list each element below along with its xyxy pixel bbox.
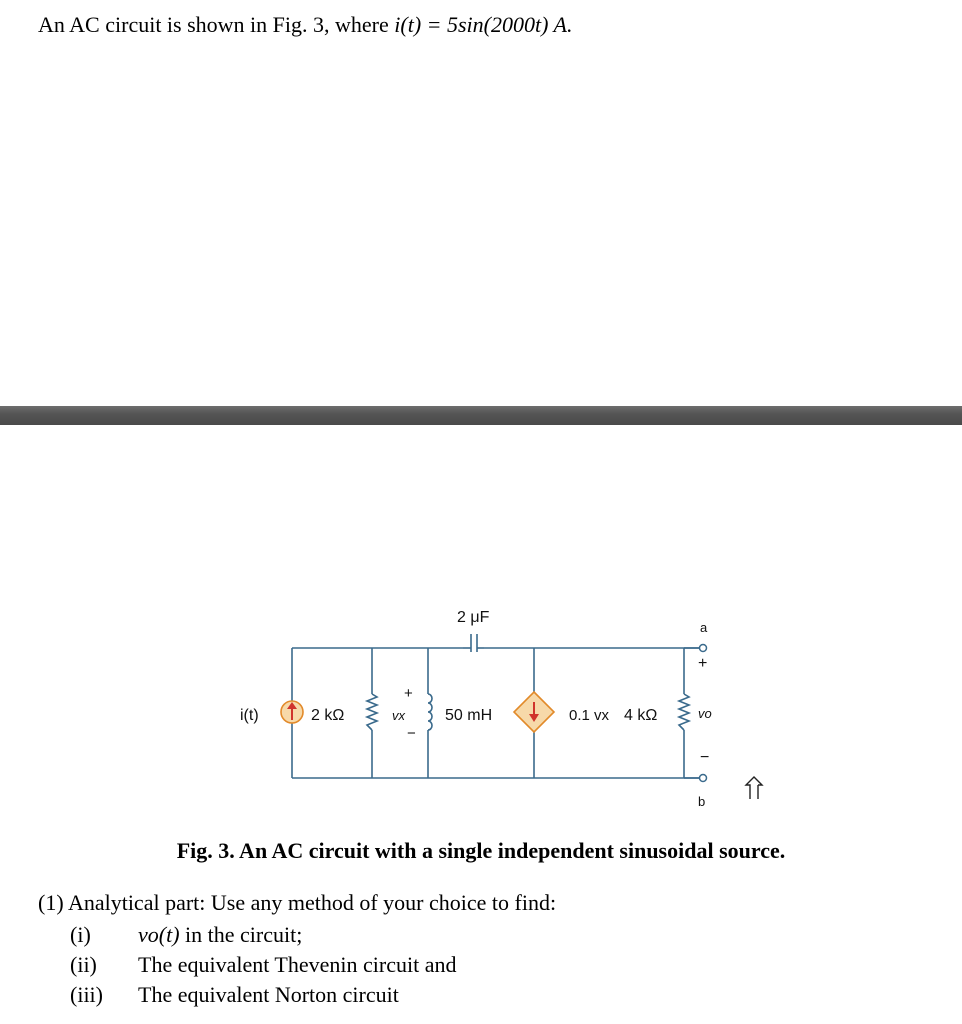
item-text: The equivalent Norton circuit (138, 982, 399, 1007)
vx-plus: + (404, 685, 413, 702)
r2-label: 4 kΩ (624, 707, 658, 724)
dep-source-label: 0.1 vx (569, 707, 610, 724)
item-text-rest: in the circuit; (179, 922, 303, 947)
terminal-a (700, 645, 707, 652)
node-a-label: a (700, 620, 708, 635)
terminal-b (700, 775, 707, 782)
item-text: The equivalent Thevenin circuit and (138, 952, 457, 977)
hand-cursor-icon (744, 775, 770, 803)
r1-label: 2 kΩ (311, 707, 345, 724)
question-heading: (1) Analytical part: Use any method of your choice to find: (38, 890, 557, 915)
question-item (70, 922, 670, 950)
vx-minus: − (407, 725, 416, 742)
item-number: (i) (70, 922, 91, 947)
vo-minus: − (700, 749, 710, 766)
circuit-diagram (0, 590, 962, 820)
resistor-2k-symbol (367, 694, 377, 730)
source-label: i(t) (240, 707, 259, 724)
inductor-symbol (428, 694, 432, 730)
item-number: (ii) (70, 952, 97, 977)
vx-label: vx (392, 708, 405, 723)
dependent-source-symbol (514, 692, 554, 732)
intro-prefix: An AC circuit is shown in Fig. 3, where (38, 12, 395, 37)
question-item (70, 982, 670, 1010)
vo-label: vo (698, 706, 712, 721)
question-item (70, 952, 670, 980)
item-text (138, 922, 302, 948)
divider-bar (0, 406, 962, 425)
vo-plus: + (698, 655, 708, 672)
resistor-4k-symbol (679, 694, 689, 730)
capacitor-symbol (471, 634, 477, 652)
item-math: vo(t) (138, 922, 180, 947)
figure-caption: Fig. 3. An AC circuit with a single independent sinusoidal source. (176, 838, 786, 863)
item-number: (iii) (70, 982, 103, 1007)
problem-intro (38, 12, 572, 38)
node-b-label: b (698, 794, 706, 809)
current-source-symbol (281, 701, 303, 723)
capacitor-label: 2 μF (457, 609, 490, 626)
source-equation: i(t) = 5sin(2000t) A. (394, 12, 573, 37)
inductor-label: 50 mH (445, 707, 493, 724)
